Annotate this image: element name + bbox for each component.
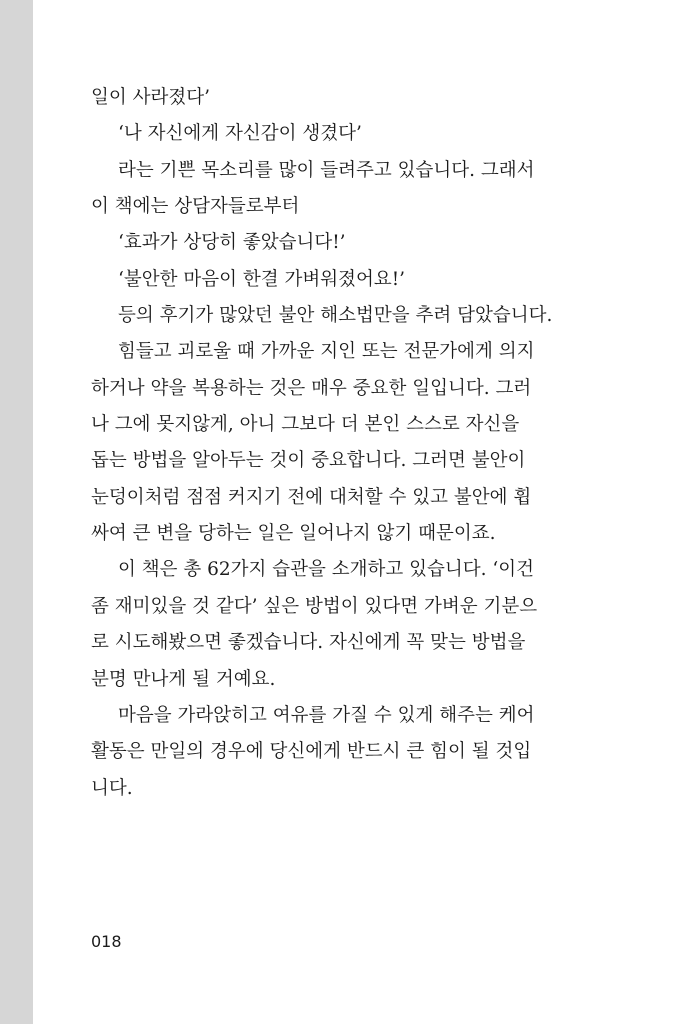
text-line: 이 책에는 상담자들로부터: [91, 196, 300, 218]
text-line: ‘효과가 상당히 좋았습니다!’: [118, 232, 346, 254]
text-line: ‘불안한 마음이 한결 가벼워졌어요!’: [118, 268, 406, 290]
text-line: 마음을 가라앉히고 여유를 가질 수 있게 해주는 케어: [118, 704, 535, 726]
text-line: 일이 사라졌다’: [91, 87, 210, 108]
text-line: 눈덩이처럼 점점 커지기 전에 대처할 수 있고 불안에 휩: [91, 486, 532, 508]
body-text: [91, 80, 561, 807]
page-gutter-strip: [0, 0, 33, 1024]
text-line: 좀 재미있을 것 같다’ 싶은 방법이 있다면 가벼운 기분으: [91, 595, 538, 617]
text-line: ‘나 자신에게 자신감이 생겼다’: [118, 123, 362, 145]
text-line: 싸여 큰 변을 당하는 일은 일어나지 않기 때문이죠.: [91, 523, 496, 545]
text-line: 니다.: [91, 777, 133, 799]
text-line: 활동은 만일의 경우에 당신에게 반드시 큰 힘이 될 것입: [91, 741, 532, 763]
text-line: 라는 기쁜 목소리를 많이 들려주고 있습니다. 그래서: [118, 159, 535, 181]
text-line: 이 책은 총 62가지 습관을 소개하고 있습니다. ‘이건: [118, 559, 535, 581]
text-line: 로 시도해봤으면 좋겠습니다. 자신에게 꼭 맞는 방법을: [91, 632, 526, 654]
text-line: 돕는 방법을 알아두는 것이 중요합니다. 그러면 불안이: [91, 450, 526, 472]
text-line: 등의 후기가 많았던 불안 해소법만을 추려 담았습니다.: [118, 305, 553, 327]
page-number: 018: [91, 932, 122, 951]
text-line: 나 그에 못지않게, 아니 그보다 더 본인 스스로 자신을: [91, 414, 520, 436]
text-line: 힘들고 괴로울 때 가까운 지인 또는 전문가에게 의지: [118, 341, 535, 363]
text-line: 분명 만나게 될 거예요.: [91, 668, 276, 690]
text-line: 하거나 약을 복용하는 것은 매우 중요한 일입니다. 그러: [91, 377, 532, 399]
